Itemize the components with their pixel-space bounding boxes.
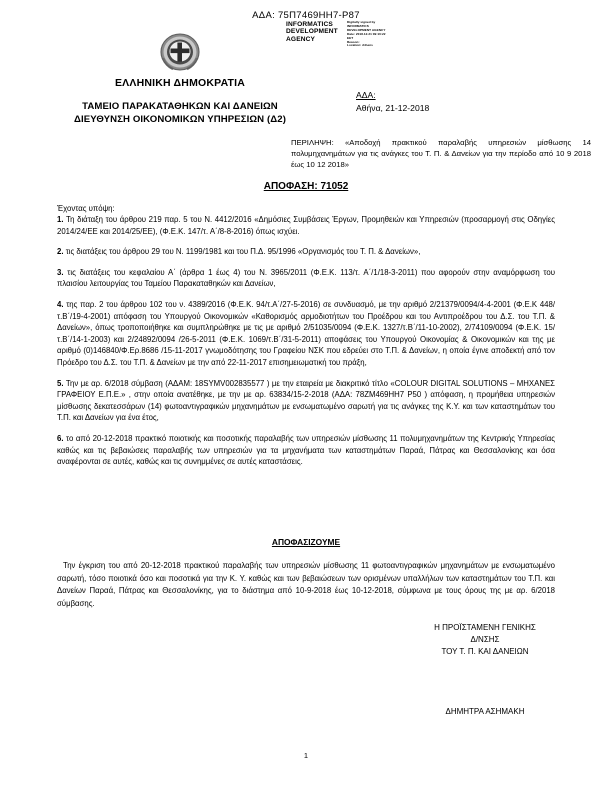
item-text: το από 20-12-2018 πρακτικό ποιοτικής και ποσοτικής παραλαβής των υπηρεσιών μίσθωσης 11 πολυμηχανημάτων της Κεντρικής Υπηρεσίας καθώς και τις βεβαιώσεις παραλαβής των υπηρεσιών για τα μηχανήματα των καταστημάτων Παραά, Πάτρας και Θεσσαλονίκης και όσα αναφέρονται σε αυτές, καθώς και τις συνημμένες σε αυτές καταστάσεις. [57,433,556,467]
republic-title: ΕΛΛΗΝΙΚΗ ΔΗΜΟΚΡΑΤΙΑ [114,77,246,89]
item-number: 5. [57,378,64,388]
item-number: 2. [57,247,64,257]
resolve-text: Την έγκριση του από 20-12-2018 πρακτικού παραλαβής των υπηρεσιών μίσθωσης 11 φωτοαντιγραφικών μηχανημάτων με ενσωματωμένο σαρωτή, τόσο ποιοτικά όσο και ποσοτικά για την Κ. Υ. καθώς και των βεβαιώσεων των ορισμένων υπαλλήλων των καταστημάτων του Τ.Π. και Δανείων Παραά, Πάτρας και Θεσσαλονίκης, για το διάστημα από 10-9-2018 έως 10-12-2018, σύμφωνα με τους όρους της με αρ. 6/2018 σύμβασης. [57,561,555,608]
signature-detail-line: DEVELOPMENT AGENCY [347,27,386,32]
place-date: Αθήνα, 21-12-2018 [356,103,430,113]
summary-label: ΠΕΡΙΛΗΨΗ: [291,138,334,147]
preamble-item [57,299,555,369]
item-text: τις διατάξεις του κεφαλαίου Α΄ (άρθρα 1 έως 4) του Ν. 3965/2011 (Φ.Ε.Κ. 113/τ. Α΄/1/18-3-2011) που αφορούν στην αναμόρφωση του πλαισίου λειτουργίας του Ταμείου Παρακαταθηκών και Δανείων, [57,267,555,289]
signer-name: ΔΗΜΗΤΡΑ ΑΣΗΜΑΚΗ [445,707,525,716]
preamble-item [57,267,555,290]
ada-label: ΑΔΑ: [356,90,376,100]
organization-line-1: ΤΑΜΕΙΟ ΠΑΡΑΚΑΤΑΘΗΚΩΝ ΚΑΙ ΔΑΝΕΙΩΝ [82,101,278,112]
signature-detail-line: INFORMATICS [347,23,369,28]
summary-text: «Αποδοχή πρακτικού παραλαβής υπηρεσιών μίσθωσης 14 πολυμηχανημάτων για τις ανάγκες του Τ. Π. & Δανείων για την περίοδο από 10 9 2018 έως 10 12 2018» [291,138,592,170]
ada-reference-top: ΑΔΑ: 75Π7469ΗΗ7-Ρ87 [252,10,360,21]
item-text: της παρ. 2 του άρθρου 102 του ν. 4389/2016 (Φ.Ε.Κ. 94/τ.Α΄/27-5-2016) σε συνδυασμό, με την αριθμό 2/21379/0094/4-4-2001 (Φ.Ε.Κ 448/τ.Β΄/19-4-2001) απόφαση του Υπουργού Οικονομικών «Καθορισμός αρμοδιοτήτων του Προέδρου και του Αντιπροέδρου του Δ.Σ. του Τ.Π. & Δανείων», όπως τροποποιήθηκε και συμπληρώθηκε με τις με αριθμό 2/51035/0094 (Φ.Ε.Κ. 1327/τ.Β΄/11-10-2002), 2/74109/0094 (Φ.Ε.Κ. 15/τ.Β΄/14-1-2003) και 2/24892/0094 /26-5-2011 (Φ.Ε.Κ. 1069/τ.Β΄/31-5-2011) αποφάσεις του Υπουργού Οικονομίας & Οικονομικών και της με αριθμό (0)146840/Φ.Ερ.8686 /15-11-2017 γνωμοδότησης του Γραφείου ΝΣΚ που εδρεύει στο Τ.Π. & Δανείων, η οποία έγινε αποδεκτή από τον Πρόεδρο του Δ.Σ. του Τ.Π. & Δανείων με την από 22-11-2017 επισημειωματική του πράξη, [57,299,555,367]
page-number: 1 [303,751,309,760]
signature-detail-line: Location: Athens [347,43,373,48]
resolve-heading-text: ΑΠΟΦΑΣΙΖΟΥΜΕ [271,537,341,547]
signer-title-line-2: Δ/ΝΣΗΣ [470,635,500,644]
preamble-item [57,378,555,424]
preamble-intro: Έχοντας υπόψη: [57,204,115,213]
organization-title [20,100,340,126]
preamble-items [57,214,555,468]
signature-details [347,21,393,48]
preamble-item [57,433,555,468]
item-number: 3. [57,267,64,277]
summary-block [291,137,591,171]
signature-detail-line: Digitally signed by [347,20,376,24]
preamble-item [57,246,555,258]
hellenic-republic-emblem-icon [155,28,205,76]
signature-agency-name: INFORMATICS DEVELOPMENT AGENCY [286,21,338,43]
header-meta [356,89,429,115]
signature-detail-line: EET [347,35,354,40]
signature-detail-line: Date: 2018.12.21 09:10:22 [347,31,386,36]
item-text: τις διατάξεις του άρθρου 29 του Ν. 1199/1981 και του Π.Δ. 95/1996 «Οργανισμός του Τ. Π. & Δανείων», [65,247,421,257]
preamble-item [57,214,555,237]
item-number: 4. [57,299,64,309]
resolve-heading [0,537,612,547]
signer-title-line-1: Η ΠΡΟΪΣΤΑΜΕΝΗ ΓΕΝΙΚΗΣ [434,623,536,632]
decision-heading-text: ΑΠΟΦΑΣΗ: 71052 [263,181,349,192]
item-text: Τη διάταξη του άρθρου 219 παρ. 5 του Ν. 4412/2016 «Δημόσιες Συμβάσεις Έργων, Προμηθειών και Υπηρεσιών (προσαρμογή στις Οδηγίες 2014/24/ΕΕ και 2014/25/ΕΕ), (Φ.Ε.Κ. 147/τ. Α΄/8-8-2016) όπως ισχύει. [57,215,555,236]
signature-detail-line: Reason: [347,39,360,44]
item-number: 6. [57,433,64,443]
organization-line-2: ΔΙΕΥΘΥΝΣΗ ΟΙΚΟΝΟΜΙΚΩΝ ΥΠΗΡΕΣΙΩΝ (Δ2) [73,114,286,125]
item-number: 1. [57,215,64,224]
digital-signature-stamp [286,21,394,48]
decision-heading [0,181,612,192]
item-text: Την με αρ. 6/2018 σύμβαση (ΑΔΑΜ: 18SYMV002835577 ) με την εταιρεία με διακριτικό τίτλο «COLOUR DIGITAL SOLUTIONS – ΜΗΧΑΝΕΣ ΓΡΑΦΕΙΟΥ Ε.Π.Ε.» , στην οποία ανατέθηκε, με την με αρ. 63834/15-2-2018 (ΑΔΑ: 78ΖΜ469ΗΗ7 Ρ50 ) απόφαση, η προμήθεια υπηρεσιών μίσθωσης δεκατεσσάρων (14) φωτοαντιγραφικών μηχανημάτων με ενσωματωμένο σαρωτή για τις ανάγκες της Κ.Υ. και των καταστημάτων του Τ.Π. και Δανείων για ένα έτος, [57,378,555,423]
signer-title-line-3: ΤΟΥ Τ. Π. ΚΑΙ ΔΑΝΕΙΩΝ [441,647,529,656]
signer-title [390,622,580,658]
